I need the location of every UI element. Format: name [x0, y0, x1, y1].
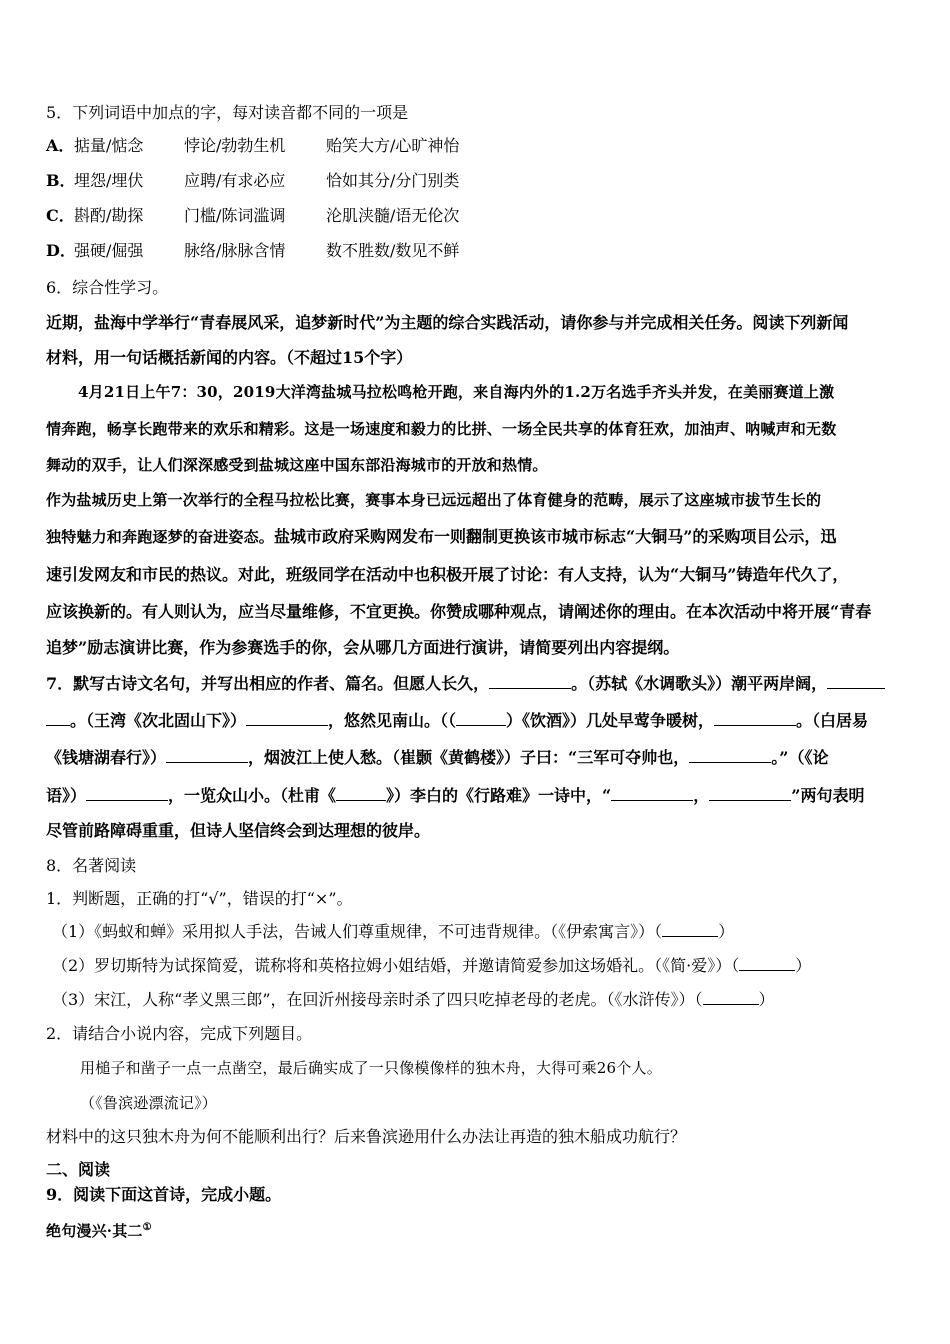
option-word: 贻笑大方/心旷神怡 — [326, 136, 460, 155]
option-label: C． — [46, 206, 75, 225]
judgement-text: （1）《蚂蚁和蝉》采用拟人手法，告诫人们尊重规律，不可违背规律。（《伊索寓言》）（ — [52, 922, 663, 941]
option-word: 脉络/脉脉含情 — [184, 241, 286, 260]
judgement-item — [52, 922, 912, 942]
q7-line — [46, 674, 906, 694]
q6-paragraph: 材料，用一句话概括新闻的内容。（不超过15个字） — [46, 348, 413, 367]
q7-text: 语》） — [46, 786, 87, 805]
bracket: ） — [718, 922, 735, 941]
answer-blank[interactable] — [456, 711, 506, 726]
answer-blank[interactable] — [689, 748, 771, 763]
news-line: 作为盐城历史上第一次举行的全程马拉松比赛，赛事本身已远远超出了体育健身的范畴，展示了这座城市拔节生长的 — [46, 491, 822, 509]
q7-text: 。（王湾《次北固山下》） — [70, 711, 247, 730]
q7-text: ， — [693, 786, 710, 805]
q7-text: ）《饮酒》）几处早莺争暖树， — [506, 711, 715, 730]
q6-paragraph: 近期，盐海中学举行“青春展风采，追梦新时代”为主题的综合实践活动，请你参与并完成相关任务。阅读下列新闻 — [46, 313, 849, 332]
answer-blank[interactable] — [489, 674, 571, 689]
q7-line — [46, 711, 906, 731]
option-label: B． — [46, 171, 76, 190]
option-word: 掂量/惦念 — [74, 136, 144, 155]
q8-question: 材料中的这只独木舟为何不能顺利出行？后来鲁滨逊用什么办法让再造的独木船成功航行？ — [46, 1127, 687, 1146]
q6-paragraph: 追梦”励志演讲比赛，作为参赛选手的你，会从哪几方面进行演讲，请简要列出内容提纲。 — [46, 638, 680, 657]
news-text: 盐城市政府采购网发布一则翻制更换该市城市标志“大铜马”的采购项目公示，迅 — [274, 527, 837, 546]
footnote-marker: ① — [142, 1222, 152, 1233]
news-line: 舞动的双手，让人们深深感受到盐城这座中国东部沿海城市的开放和热情。 — [46, 456, 548, 474]
answer-blank[interactable] — [662, 922, 718, 937]
q7-line: 尽管前路障碍重重，但诗人坚信终会到达理想的彼岸。 — [46, 821, 431, 840]
q6-paragraph: 应该换新的。有人则认为，应当尽量维修，不宜更换。你赞成哪种观点，请阐述你的理由。在本次活动中将开展“青春 — [46, 602, 872, 621]
judgement-text: （3）宋江，人称“孝义黑三郎”，在回沂州接母亲时杀了四只吃掉老母的老虎。（《水浒传》）（ — [52, 990, 703, 1009]
option-word: 门槛/陈词滥调 — [184, 206, 286, 225]
q7-text: 。（白居易 — [796, 711, 869, 730]
option-word: 恰如其分/分门别类 — [326, 171, 460, 190]
answer-blank[interactable] — [336, 786, 386, 801]
q7-text: 《钱塘湖春行》） — [46, 748, 167, 767]
answer-blank[interactable] — [611, 786, 693, 801]
q7-text: ，烟波江上使人愁。（崔颢《黄鹤楼》）子曰：“三军可夺帅也， — [248, 748, 690, 767]
answer-blank[interactable] — [166, 748, 248, 763]
answer-blank[interactable] — [827, 674, 885, 689]
news-line-mixed — [46, 527, 906, 547]
poem-title-text: 绝句漫兴·其二 — [46, 1222, 143, 1240]
poem-title — [46, 1218, 906, 1241]
answer-blank[interactable] — [46, 711, 70, 726]
q5-stem: 5．下列词语中加点的字，每对读音都不同的一项是 — [46, 103, 409, 122]
option-word: 强硬/倔强 — [74, 241, 144, 260]
answer-blank[interactable] — [86, 786, 168, 801]
q7-text: ，悠然见南山。（（ — [328, 711, 457, 730]
option-word: 悖论/勃勃生机 — [184, 136, 286, 155]
q7-text: 。（苏轼《水调歌头》）潮平两岸阔， — [571, 674, 828, 693]
material-source: （《鲁滨逊漂流记》） — [80, 1094, 218, 1112]
answer-blank[interactable] — [714, 711, 796, 726]
q7-line — [46, 748, 906, 768]
q7-text: 》）李白的《行路难》一诗中，“ — [386, 786, 612, 805]
option-label: D． — [46, 241, 76, 260]
q8-stem: 8．名著阅读 — [46, 856, 137, 875]
material-text: 用槌子和凿子一点一点凿空，最后确实成了一只像模像样的独木舟，大得可乘26个人。 — [80, 1059, 662, 1077]
answer-blank[interactable] — [739, 956, 795, 971]
q7-text: 。”（《论 — [771, 748, 829, 767]
q8-subquestion: 1．判断题，正确的打“√”，错误的打“×”。 — [46, 889, 353, 908]
judgement-text: （2）罗切斯特为试探简爱，谎称将和英格拉姆小姐结婚，并邀请简爱参加这场婚礼。（《简·爱》）（ — [52, 956, 740, 975]
bracket: ） — [795, 956, 812, 975]
option-word: 斟酌/勘探 — [74, 206, 144, 225]
q7-text: ”两句表明 — [791, 786, 865, 805]
q7-line — [46, 786, 906, 806]
news-line: 4月21日上午7：30，2019大洋湾盐城马拉松鸣枪开跑，来自海内外的1.2万名选手齐头并发，在美丽赛道上激 — [78, 383, 835, 401]
news-line: 情奔跑，畅享长跑带来的欢乐和精彩。这是一场速度和毅力的比拼、一场全民共享的体育狂欢，加油声、呐喊声和无数 — [46, 420, 837, 438]
answer-blank[interactable] — [703, 990, 759, 1005]
judgement-item — [52, 956, 912, 976]
answer-blank[interactable] — [246, 711, 328, 726]
judgement-item — [52, 990, 912, 1010]
q8-subquestion: 2．请结合小说内容，完成下列题目。 — [46, 1024, 313, 1043]
answer-blank[interactable] — [709, 786, 791, 801]
option-word: 应聘/有求必应 — [184, 171, 286, 190]
option-word: 数不胜数/数见不鲜 — [326, 241, 460, 260]
option-word: 埋怨/埋伏 — [74, 171, 144, 190]
section-heading: 二、阅读 — [46, 1160, 111, 1179]
q9-stem: 9．阅读下面这首诗，完成小题。 — [46, 1185, 282, 1204]
bracket: ） — [758, 990, 775, 1009]
q6-stem: 6．综合性学习。 — [46, 278, 169, 297]
news-text: 独特魅力和奔跑逐梦的奋进姿态。 — [46, 528, 275, 546]
option-word: 沦肌浃髓/语无伦次 — [326, 206, 460, 225]
q7-text: ，一览众山小。（杜甫《 — [168, 786, 337, 805]
option-label: A． — [46, 136, 75, 155]
q6-paragraph: 速引发网友和市民的热议。对此，班级同学在活动中也积极开展了讨论：有人支持，认为“大铜马”铸造年代久了， — [46, 565, 849, 584]
q7-text: 7．默写古诗文名句，并写出相应的作者、篇名。但愿人长久， — [46, 674, 490, 693]
